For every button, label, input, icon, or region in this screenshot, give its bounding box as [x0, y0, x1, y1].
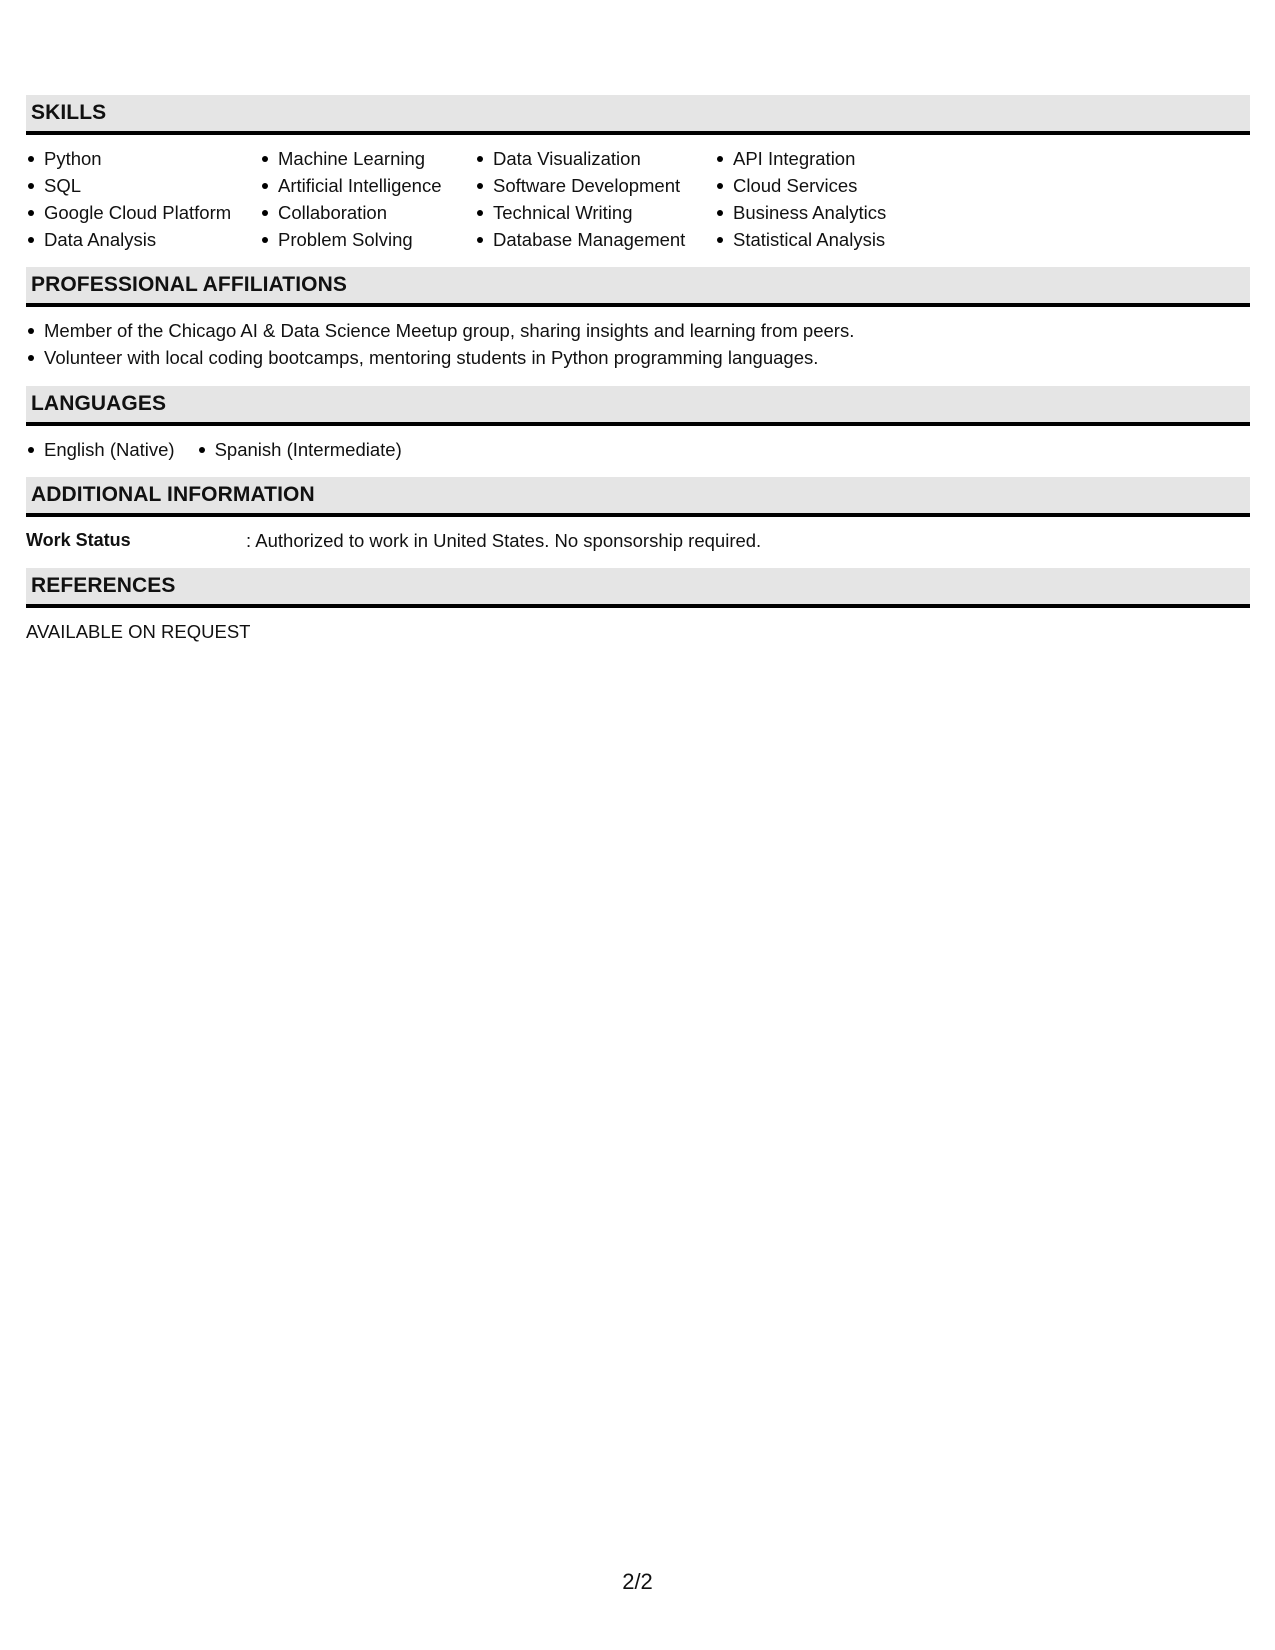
work-status-row	[26, 517, 1250, 568]
skill-item: Technical Writing	[475, 199, 715, 226]
additional-info-title: ADDITIONAL INFORMATION	[31, 483, 315, 506]
affiliation-item: Member of the Chicago AI & Data Science Meetup group, sharing insights and learning from peers.	[26, 317, 1250, 344]
skills-section	[26, 95, 1250, 267]
skill-item: Business Analytics	[715, 199, 955, 226]
languages-title: LANGUAGES	[31, 392, 167, 415]
languages-section	[26, 386, 1250, 477]
skill-item: Data Analysis	[26, 226, 260, 253]
languages-header	[26, 386, 1250, 426]
affiliations-title: PROFESSIONAL AFFILIATIONS	[31, 273, 347, 296]
skill-item: Database Management	[475, 226, 715, 253]
skills-header	[26, 95, 1250, 135]
languages-list	[26, 426, 1250, 477]
references-section	[26, 568, 1250, 645]
skill-item: Problem Solving	[260, 226, 475, 253]
skill-item: SQL	[26, 172, 260, 199]
skills-list	[26, 135, 1250, 267]
affiliations-list	[26, 307, 1250, 386]
skill-item: Google Cloud Platform	[26, 199, 260, 226]
skill-item: Software Development	[475, 172, 715, 199]
affiliations-section	[26, 267, 1250, 386]
skill-item: Python	[26, 145, 260, 172]
page-number: 2/2	[622, 1569, 653, 1594]
skill-item: Machine Learning	[260, 145, 475, 172]
language-item: English (Native)	[26, 436, 175, 463]
skill-item: Collaboration	[260, 199, 475, 226]
resume-page	[26, 95, 1250, 645]
work-status-label: Work Status	[26, 530, 131, 550]
affiliation-item: Volunteer with local coding bootcamps, mentoring students in Python programming languages.	[26, 344, 1250, 371]
skill-item: Data Visualization	[475, 145, 715, 172]
additional-info-header	[26, 477, 1250, 517]
additional-info-section	[26, 477, 1250, 568]
references-header	[26, 568, 1250, 608]
skill-item: Artificial Intelligence	[260, 172, 475, 199]
skills-title: SKILLS	[31, 101, 107, 124]
skill-item: API Integration	[715, 145, 955, 172]
skill-item: Cloud Services	[715, 172, 955, 199]
language-item: Spanish (Intermediate)	[197, 436, 402, 463]
references-text: AVAILABLE ON REQUEST	[26, 621, 251, 642]
skill-item: Statistical Analysis	[715, 226, 955, 253]
affiliations-header	[26, 267, 1250, 307]
work-status-value: : Authorized to work in United States. No sponsorship required.	[246, 530, 762, 551]
references-title: REFERENCES	[31, 574, 176, 597]
